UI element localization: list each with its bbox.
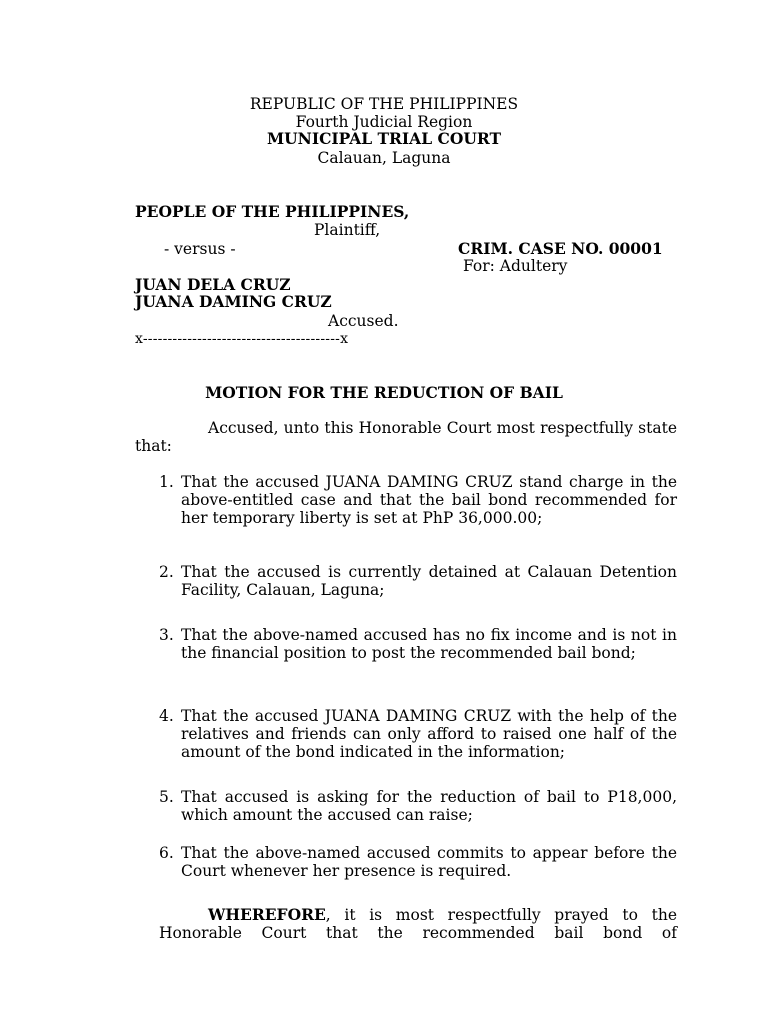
item-number: 6.: [159, 844, 174, 862]
item-number: 4.: [159, 707, 174, 725]
list-item: That the accused is currently detained at Calauan Detention Facility, Calauan, Laguna;: [181, 563, 677, 599]
accused-label: Accused.: [328, 312, 399, 330]
motion-title: MOTION FOR THE REDUCTION OF BAIL: [205, 383, 563, 402]
accused-name-2: JUANA DAMING CRUZ: [135, 292, 332, 311]
item-number: 3.: [159, 626, 174, 644]
header-republic: REPUBLIC OF THE PHILIPPINES: [249, 95, 519, 113]
plaintiff-name: PEOPLE OF THE PHILIPPINES,: [135, 202, 410, 221]
plaintiff-label: Plaintiff,: [314, 221, 381, 239]
list-item: That accused is asking for the reduction of bail to P18,000, which amount the accused can raise;: [181, 788, 677, 824]
intro-paragraph: Accused, unto this Honorable Court most respectfully state that:: [135, 419, 677, 455]
list-item: That the above-named accused commits to appear before the Court whenever her presence is required.: [181, 844, 677, 880]
wherefore-lead: WHEREFORE: [208, 905, 326, 924]
list-item: That the accused JUANA DAMING CRUZ with the help of the relatives and friends can only afford to raised one half of the amount of the bond indicated in the information;: [181, 707, 677, 761]
header-location: Calauan, Laguna: [317, 149, 451, 167]
header-court: MUNICIPAL TRIAL COURT: [266, 129, 501, 148]
wherefore-line-1-text: , it is most respectfully prayed to the: [325, 906, 677, 924]
item-number: 1.: [159, 473, 174, 491]
caption-separator: x----------------------------------------x: [135, 331, 349, 347]
case-for: For: Adultery: [463, 257, 568, 275]
wherefore-line-2: Honorable Court that the recommended bail bond of: [159, 924, 677, 942]
list-item: That the above-named accused has no fix income and is not in the financial position to post the recommended bail bond;: [181, 626, 677, 662]
wherefore-line-1: [208, 906, 677, 924]
accused-name-1: JUAN DELA CRUZ: [135, 275, 291, 294]
item-number: 5.: [159, 788, 174, 806]
list-item: That the accused JUANA DAMING CRUZ stand charge in the above-entitled case and that the bail bond recommended for her temporary liberty is set at PhP 36,000.00;: [181, 473, 677, 527]
versus-label: - versus -: [164, 240, 236, 258]
case-number: CRIM. CASE NO. 00001: [458, 239, 663, 258]
item-number: 2.: [159, 563, 174, 581]
header-region: Fourth Judicial Region: [295, 113, 473, 131]
